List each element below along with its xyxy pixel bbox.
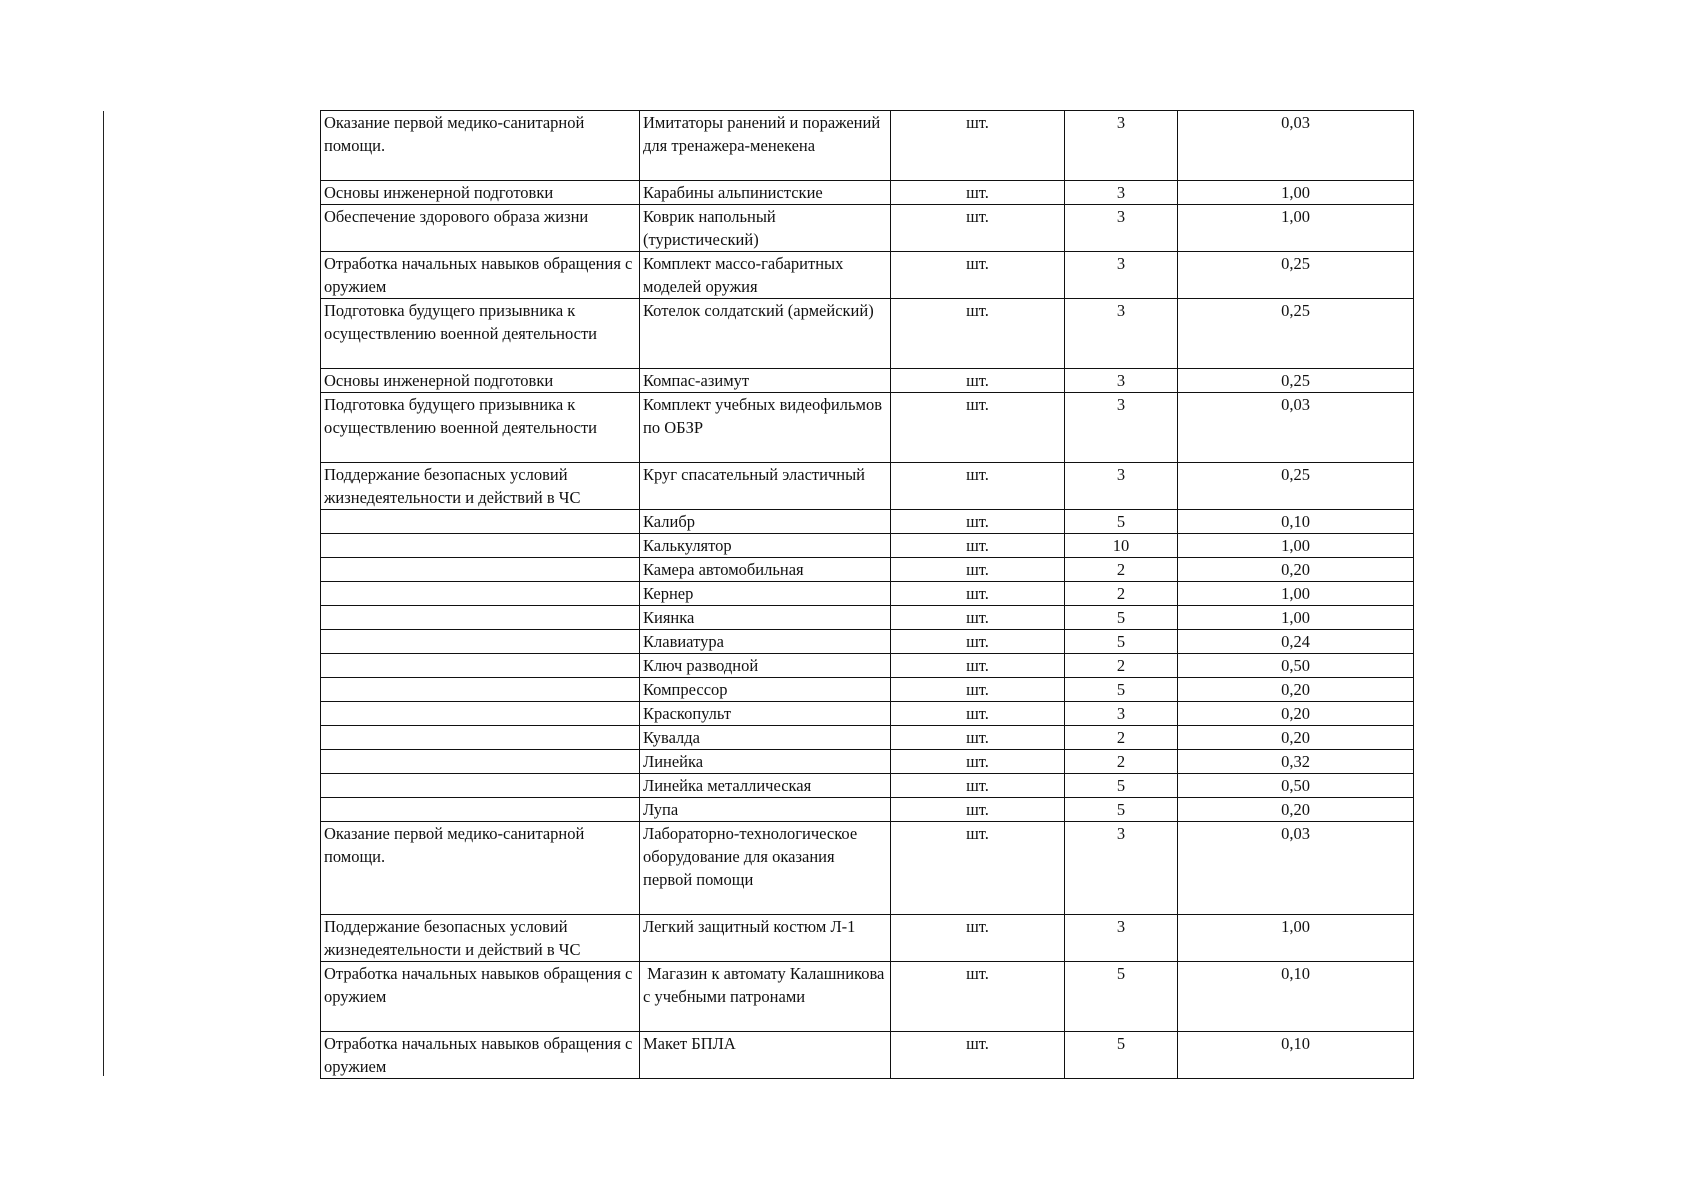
- item-cell: Компас-азимут: [640, 369, 891, 393]
- qty-cell: 5: [1065, 798, 1178, 822]
- qty-cell: 3: [1065, 915, 1178, 962]
- item-cell: Комплект учебных видеофильмов по ОБЗР: [640, 393, 891, 463]
- section-cell: [321, 606, 640, 630]
- item-cell: Легкий защитный костюм Л-1: [640, 915, 891, 962]
- qty-cell: 3: [1065, 822, 1178, 915]
- section-cell: [321, 726, 640, 750]
- unit-cell: шт.: [891, 630, 1065, 654]
- qty-cell: 2: [1065, 750, 1178, 774]
- table-row: [321, 463, 1414, 510]
- section-cell: Поддержание безопасных условий жизнедеятельности и действий в ЧС: [321, 915, 640, 962]
- norm-cell: 0,24: [1178, 630, 1414, 654]
- norm-cell: 0,32: [1178, 750, 1414, 774]
- norm-cell: 0,25: [1178, 463, 1414, 510]
- norm-cell: 0,03: [1178, 822, 1414, 915]
- unit-cell: шт.: [891, 369, 1065, 393]
- qty-cell: 5: [1065, 962, 1178, 1032]
- qty-cell: 3: [1065, 111, 1178, 181]
- section-cell: [321, 630, 640, 654]
- qty-cell: 2: [1065, 726, 1178, 750]
- qty-cell: 3: [1065, 205, 1178, 252]
- qty-cell: 3: [1065, 702, 1178, 726]
- qty-cell: 10: [1065, 534, 1178, 558]
- unit-cell: шт.: [891, 393, 1065, 463]
- unit-cell: шт.: [891, 606, 1065, 630]
- table-row: [321, 702, 1414, 726]
- item-cell: Имитаторы ранений и поражений для тренажера-менекена: [640, 111, 891, 181]
- qty-cell: 2: [1065, 582, 1178, 606]
- table-row: [321, 205, 1414, 252]
- section-cell: Подготовка будущего призывника к осуществлению военной деятельности: [321, 393, 640, 463]
- section-cell: [321, 558, 640, 582]
- table-row: [321, 774, 1414, 798]
- norm-cell: 0,50: [1178, 654, 1414, 678]
- qty-cell: 5: [1065, 606, 1178, 630]
- table-row: [321, 678, 1414, 702]
- section-cell: [321, 582, 640, 606]
- table-row: [321, 582, 1414, 606]
- section-cell: Подготовка будущего призывника к осуществлению военной деятельности: [321, 299, 640, 369]
- qty-cell: 3: [1065, 369, 1178, 393]
- table-row: [321, 369, 1414, 393]
- norm-cell: 0,20: [1178, 558, 1414, 582]
- section-cell: [321, 510, 640, 534]
- unit-cell: шт.: [891, 1032, 1065, 1079]
- norm-cell: 0,50: [1178, 774, 1414, 798]
- qty-cell: 5: [1065, 678, 1178, 702]
- section-cell: [321, 774, 640, 798]
- norm-cell: 1,00: [1178, 534, 1414, 558]
- table-row: [321, 630, 1414, 654]
- equipment-table: [320, 110, 1414, 1079]
- section-cell: [321, 678, 640, 702]
- section-cell: [321, 798, 640, 822]
- table-row: [321, 252, 1414, 299]
- norm-cell: 0,25: [1178, 252, 1414, 299]
- norm-cell: 0,10: [1178, 962, 1414, 1032]
- item-cell: Компрессор: [640, 678, 891, 702]
- section-cell: Отработка начальных навыков обращения с оружием: [321, 252, 640, 299]
- section-cell: Основы инженерной подготовки: [321, 369, 640, 393]
- table-row: [321, 299, 1414, 369]
- unit-cell: шт.: [891, 654, 1065, 678]
- section-cell: Отработка начальных навыков обращения с оружием: [321, 962, 640, 1032]
- qty-cell: 2: [1065, 558, 1178, 582]
- unit-cell: шт.: [891, 582, 1065, 606]
- item-cell: Камера автомобильная: [640, 558, 891, 582]
- section-cell: Оказание первой медико-санитарной помощи.: [321, 822, 640, 915]
- norm-cell: 0,20: [1178, 702, 1414, 726]
- table-row: [321, 915, 1414, 962]
- unit-cell: шт.: [891, 822, 1065, 915]
- table-row: [321, 962, 1414, 1032]
- qty-cell: 5: [1065, 774, 1178, 798]
- table-row: [321, 654, 1414, 678]
- item-cell: Линейка: [640, 750, 891, 774]
- item-cell: Киянка: [640, 606, 891, 630]
- item-cell: Ключ разводной: [640, 654, 891, 678]
- norm-cell: 1,00: [1178, 606, 1414, 630]
- item-cell: Линейка металлическая: [640, 774, 891, 798]
- unit-cell: шт.: [891, 181, 1065, 205]
- item-cell: Комплект массо-габаритных моделей оружия: [640, 252, 891, 299]
- table-row: [321, 510, 1414, 534]
- item-cell: Кернер: [640, 582, 891, 606]
- section-cell: Основы инженерной подготовки: [321, 181, 640, 205]
- norm-cell: 0,20: [1178, 678, 1414, 702]
- item-cell: Кувалда: [640, 726, 891, 750]
- unit-cell: шт.: [891, 299, 1065, 369]
- qty-cell: 5: [1065, 510, 1178, 534]
- unit-cell: шт.: [891, 463, 1065, 510]
- norm-cell: 0,03: [1178, 111, 1414, 181]
- unit-cell: шт.: [891, 962, 1065, 1032]
- unit-cell: шт.: [891, 915, 1065, 962]
- section-cell: Отработка начальных навыков обращения с оружием: [321, 1032, 640, 1079]
- section-cell: Поддержание безопасных условий жизнедеятельности и действий в ЧС: [321, 463, 640, 510]
- section-cell: [321, 702, 640, 726]
- unit-cell: шт.: [891, 205, 1065, 252]
- unit-cell: шт.: [891, 750, 1065, 774]
- table-row: [321, 726, 1414, 750]
- item-cell: Лабораторно-технологическое оборудование для оказания первой помощи: [640, 822, 891, 915]
- table-row: [321, 822, 1414, 915]
- item-cell: Клавиатура: [640, 630, 891, 654]
- qty-cell: 3: [1065, 181, 1178, 205]
- table-row: [321, 111, 1414, 181]
- norm-cell: 0,10: [1178, 1032, 1414, 1079]
- qty-cell: 2: [1065, 654, 1178, 678]
- item-cell: Котелок солдатский (армейский): [640, 299, 891, 369]
- qty-cell: 3: [1065, 299, 1178, 369]
- norm-cell: 1,00: [1178, 915, 1414, 962]
- table-row: [321, 750, 1414, 774]
- table-row: [321, 393, 1414, 463]
- section-cell: Обеспечение здорового образа жизни: [321, 205, 640, 252]
- section-cell: [321, 750, 640, 774]
- margin-line: [103, 111, 104, 1076]
- qty-cell: 3: [1065, 393, 1178, 463]
- table-row: [321, 558, 1414, 582]
- unit-cell: шт.: [891, 726, 1065, 750]
- item-cell: Коврик напольный (туристический): [640, 205, 891, 252]
- unit-cell: шт.: [891, 534, 1065, 558]
- norm-cell: 0,20: [1178, 798, 1414, 822]
- item-cell: Краскопульт: [640, 702, 891, 726]
- norm-cell: 0,20: [1178, 726, 1414, 750]
- section-cell: Оказание первой медико-санитарной помощи.: [321, 111, 640, 181]
- unit-cell: шт.: [891, 111, 1065, 181]
- norm-cell: 0,03: [1178, 393, 1414, 463]
- item-cell: Круг спасательный эластичный: [640, 463, 891, 510]
- item-cell: Лупа: [640, 798, 891, 822]
- qty-cell: 5: [1065, 1032, 1178, 1079]
- norm-cell: 0,10: [1178, 510, 1414, 534]
- unit-cell: шт.: [891, 702, 1065, 726]
- unit-cell: шт.: [891, 510, 1065, 534]
- unit-cell: шт.: [891, 252, 1065, 299]
- item-cell: Магазин к автомату Калашникова с учебными патронами: [640, 962, 891, 1032]
- table-row: [321, 1032, 1414, 1079]
- norm-cell: 0,25: [1178, 369, 1414, 393]
- table-row: [321, 181, 1414, 205]
- qty-cell: 3: [1065, 252, 1178, 299]
- item-cell: Калибр: [640, 510, 891, 534]
- qty-cell: 3: [1065, 463, 1178, 510]
- unit-cell: шт.: [891, 798, 1065, 822]
- norm-cell: 1,00: [1178, 181, 1414, 205]
- section-cell: [321, 654, 640, 678]
- norm-cell: 1,00: [1178, 205, 1414, 252]
- qty-cell: 5: [1065, 630, 1178, 654]
- item-cell: Макет БПЛА: [640, 1032, 891, 1079]
- table-row: [321, 606, 1414, 630]
- item-cell: Карабины альпинистские: [640, 181, 891, 205]
- item-cell: Калькулятор: [640, 534, 891, 558]
- norm-cell: 0,25: [1178, 299, 1414, 369]
- norm-cell: 1,00: [1178, 582, 1414, 606]
- unit-cell: шт.: [891, 558, 1065, 582]
- section-cell: [321, 534, 640, 558]
- table-row: [321, 798, 1414, 822]
- unit-cell: шт.: [891, 678, 1065, 702]
- unit-cell: шт.: [891, 774, 1065, 798]
- table-row: [321, 534, 1414, 558]
